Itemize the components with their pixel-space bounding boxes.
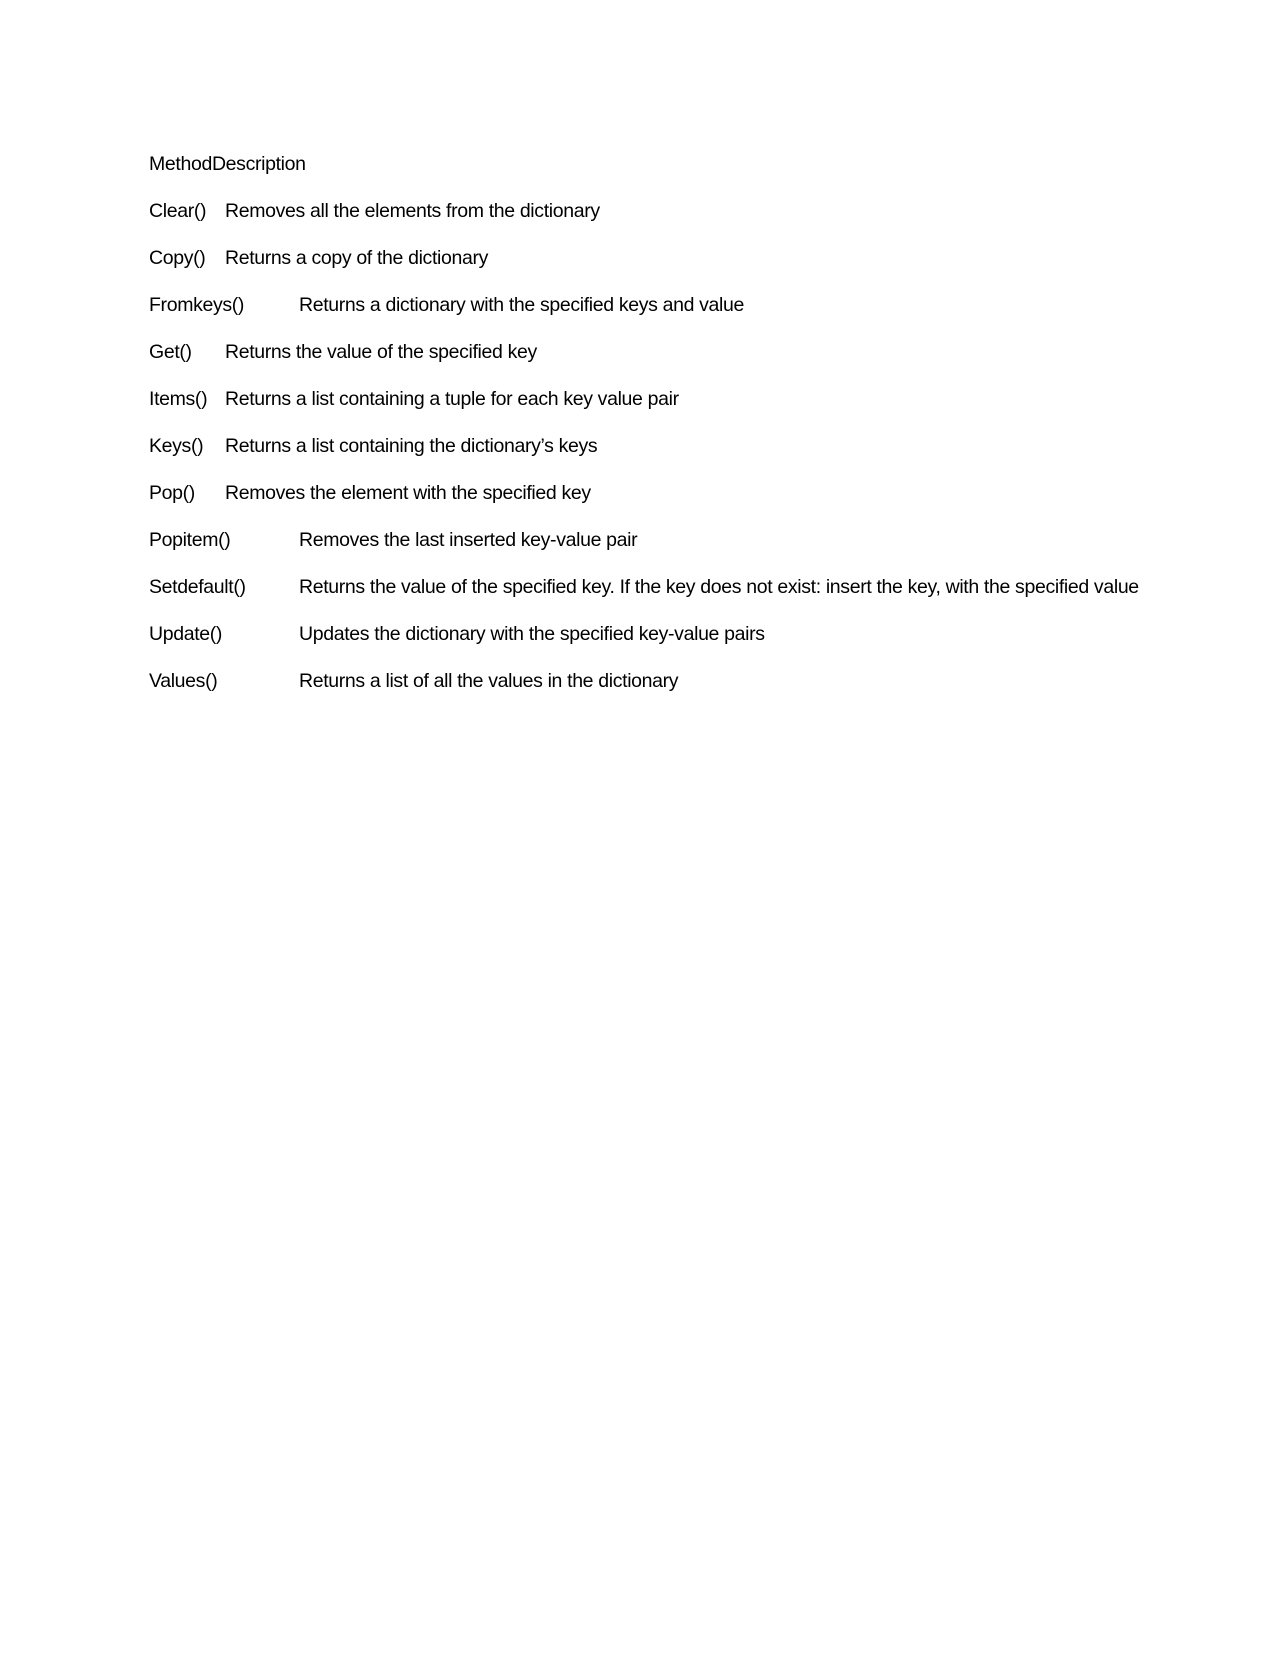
header-description: Description: [211, 153, 306, 175]
method-description: Returns a list containing a tuple for each key value pair: [225, 388, 679, 410]
method-name: Popitem(): [149, 529, 231, 551]
method-description: Returns the value of the specified key: [225, 341, 537, 363]
method-row-keys: [149, 432, 1139, 461]
method-description: Removes the last inserted key-value pair: [299, 529, 638, 551]
method-name: Fromkeys(): [149, 294, 245, 316]
method-description: Removes all the elements from the dictionary: [225, 200, 600, 222]
method-name: Pop(): [149, 482, 195, 504]
method-row-pop: [149, 479, 1139, 508]
header-method: Method: [149, 153, 212, 175]
method-name: Setdefault(): [149, 576, 246, 598]
document-page: [149, 150, 1139, 714]
method-description: Returns a dictionary with the specified keys and value: [299, 294, 745, 316]
method-description: Returns a list of all the values in the dictionary: [299, 670, 679, 692]
method-row-update: [149, 620, 1139, 649]
method-row-clear: [149, 197, 1139, 226]
method-description: Returns a list containing the dictionary’s keys: [225, 435, 598, 457]
method-name: Items(): [149, 388, 208, 410]
method-name: Values(): [149, 670, 218, 692]
method-row-values: [149, 667, 1139, 696]
method-name: Get(): [149, 341, 192, 363]
method-row-setdefault: [149, 573, 1139, 602]
method-row-fromkeys: [149, 291, 1139, 320]
method-description: Removes the element with the specified key: [225, 482, 591, 504]
method-name: Keys(): [149, 435, 204, 457]
method-name: Clear(): [149, 200, 207, 222]
method-row-get: [149, 338, 1139, 367]
method-row-copy: [149, 244, 1139, 273]
header-line: [149, 150, 1139, 179]
method-description: Returns a copy of the dictionary: [225, 247, 489, 269]
method-description: Returns the value of the specified key. If the key does not exist: insert the key, with the specified value: [299, 576, 1139, 598]
method-description: Updates the dictionary with the specified key-value pairs: [299, 623, 765, 645]
method-row-items: [149, 385, 1139, 414]
method-name: Update(): [149, 623, 223, 645]
method-name: Copy(): [149, 247, 206, 269]
method-row-popitem: [149, 526, 1139, 555]
